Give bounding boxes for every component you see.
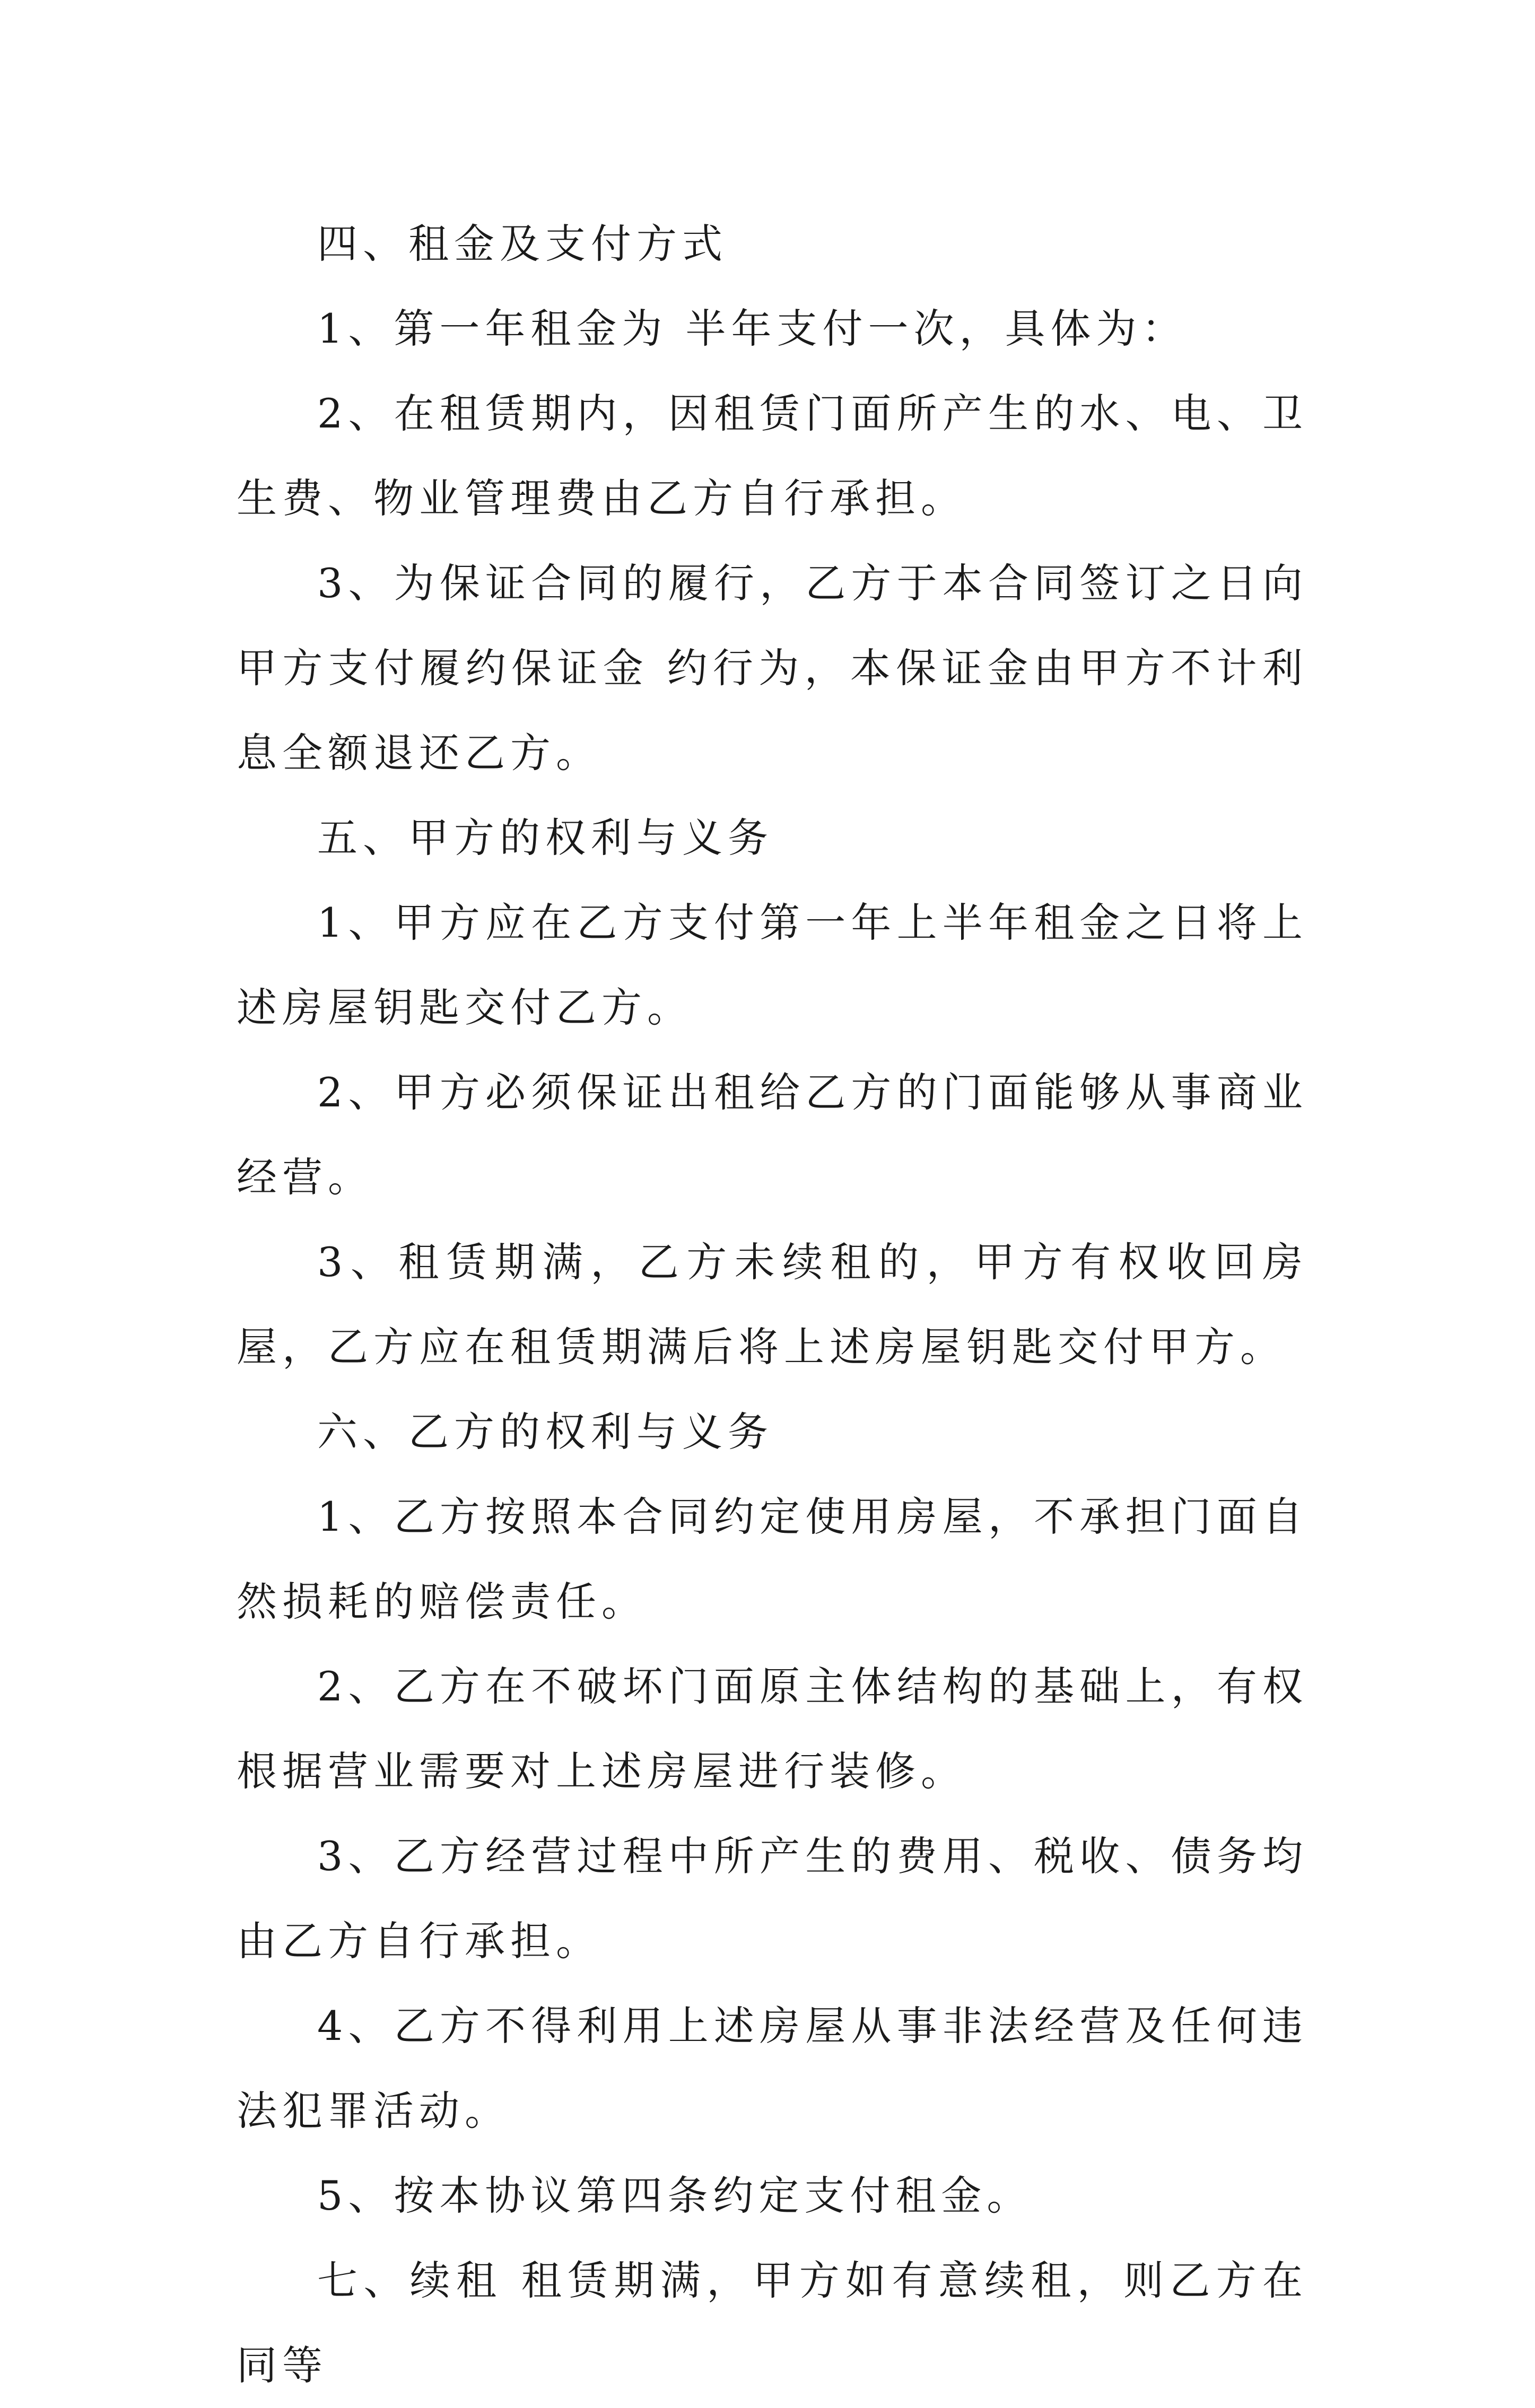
clause-4-3: 3、为保证合同的履行，乙方于本合同签订之日向甲方支付履约保证金 约行为，本保证金由甲方不计利息全额退还乙方。 [237,560,1308,777]
clause-6-1: 1、乙方按照本合同约定使用房屋，不承担门面自然损耗的赔偿责任。 [237,1493,1308,1625]
section-heading-party-a-rights: 五、甲方的权利与义务 [317,814,773,861]
clause-6-4: 4、乙方不得利用上述房屋从事非法经营及任何违法犯罪活动。 [237,2002,1308,2134]
clause-5-2: 2、甲方必须保证出租给乙方的门面能够从事商业经营。 [237,1069,1308,1201]
clause-5-3: 3、租赁期满，乙方未续租的，甲方有权收回房屋，乙方应在租赁期满后将上述房屋钥匙交付甲方。 [237,1238,1308,1371]
clause-6-2: 2、乙方在不破坏门面原主体结构的基础上，有权根据营业需要对上述房屋进行装修。 [237,1663,1308,1795]
clause-6-5: 5、按本协议第四条约定支付租金。 [317,2172,1033,2219]
section-heading-rent-payment: 四、租金及支付方式 [317,220,728,267]
clause-4-2: 2、在租赁期内，因租赁门面所产生的水、电、卫生费、物业管理费由乙方自行承担。 [237,390,1308,522]
document-body [237,202,1308,2408]
section-heading-renewal: 七、续租 租赁期满，甲方如有意续租，则乙方在同等 [237,2257,1308,2389]
clause-6-3: 3、乙方经营过程中所产生的费用、税收、债务均由乙方自行承担。 [237,1833,1308,1965]
clause-4-1: 1、第一年租金为 半年支付一次，具体为： [317,305,1188,352]
clause-5-1: 1、甲方应在乙方支付第一年上半年租金之日将上述房屋钥匙交付乙方。 [237,899,1308,1031]
section-heading-party-b-rights: 六、乙方的权利与义务 [317,1408,773,1455]
